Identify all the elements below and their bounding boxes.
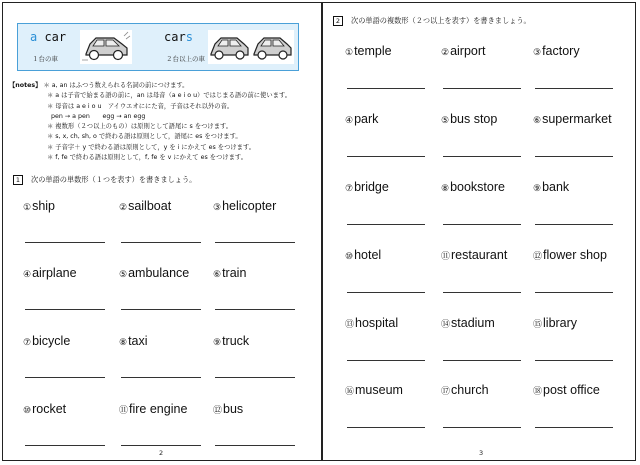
answer-line[interactable] (535, 88, 613, 89)
page-number-left: 2 (159, 449, 164, 457)
example-box (17, 23, 299, 71)
exercise-item (23, 264, 77, 282)
answer-line[interactable] (443, 360, 521, 361)
exercise-item (533, 314, 577, 332)
singular-caption: １台の車 (32, 55, 58, 63)
notes-line: ＊ 複数形（２つ以上のもの）は原則として語尾に s をつけます。 (47, 123, 233, 131)
answer-line[interactable] (25, 242, 105, 243)
item-word: bus stop (450, 112, 498, 126)
item-word: airplane (32, 266, 77, 280)
car-icon (80, 30, 132, 64)
answer-line[interactable] (215, 445, 295, 446)
item-word: hospital (355, 316, 399, 330)
answer-line[interactable] (347, 292, 425, 293)
book-spread (2, 2, 636, 461)
notes-example: pen → a pen egg → an egg (51, 112, 146, 120)
exercise-item (441, 42, 486, 60)
section-1-title (13, 175, 196, 185)
answer-line[interactable] (215, 377, 295, 378)
item-word: restaurant (451, 248, 508, 262)
exercise-item (213, 264, 246, 282)
item-number: ⑦ (23, 337, 32, 347)
notes-line: ＊ a は子音で始まる語の前に，an は母音（a e i o u）ではじまる語の前に使います。 (47, 92, 292, 100)
exercise-item (345, 42, 392, 60)
item-number: ⑥ (533, 115, 542, 125)
item-number: ① (345, 47, 354, 57)
item-number: ⑨ (533, 183, 542, 193)
notes-line: ＊ 子音字＋ y で終わる語は原則として，y を i にかえて es をつけます。 (47, 143, 256, 151)
exercise-item (533, 246, 607, 264)
answer-line[interactable] (535, 427, 613, 428)
exercise-item (533, 42, 580, 60)
item-word: factory (542, 44, 580, 58)
item-number: ⑤ (119, 269, 128, 279)
item-number: ③ (213, 202, 222, 212)
exercise-item (119, 332, 148, 350)
page-number-right: 3 (479, 449, 484, 457)
notes-line: ＊ 母音は a e i o u アイウエオににた音，子音はそれ以外の音。 (47, 102, 234, 110)
item-number: ② (441, 47, 450, 57)
item-number: ⑧ (441, 183, 450, 193)
item-word: library (543, 316, 578, 330)
exercise-item (345, 178, 389, 196)
answer-line[interactable] (121, 377, 201, 378)
item-word: museum (355, 383, 403, 397)
item-number: ④ (23, 269, 32, 279)
answer-line[interactable] (25, 309, 105, 310)
item-word: helicopter (222, 199, 277, 213)
answer-line[interactable] (347, 224, 425, 225)
exercise-item (441, 314, 495, 332)
singular-example (30, 30, 66, 44)
section-instruction: 次の単語の単数形（１つを表す）を書きましょう。 (31, 175, 197, 184)
answer-line[interactable] (25, 445, 105, 446)
item-word: sailboat (128, 199, 172, 213)
item-word: rocket (32, 402, 67, 416)
item-number: ⑮ (533, 319, 543, 329)
exercise-item (533, 110, 612, 128)
item-word: bus (223, 402, 244, 416)
exercise-item (441, 110, 497, 128)
notes-line: ＊ f, fe で終わる語は原則として，f, fe を v にかえて es をつけます。 (47, 154, 248, 162)
answer-line[interactable] (443, 156, 521, 157)
item-word: church (451, 383, 489, 397)
item-word: ambulance (128, 266, 190, 280)
item-number: ⑤ (441, 115, 450, 125)
exercise-item (441, 246, 507, 264)
right-page (323, 3, 635, 460)
item-word: truck (222, 334, 250, 348)
item-word: fire engine (129, 402, 188, 416)
answer-line[interactable] (25, 377, 105, 378)
exercise-item (119, 264, 189, 282)
singular-article: a (30, 30, 38, 44)
answer-line[interactable] (443, 292, 521, 293)
exercise-item (23, 332, 70, 350)
exercise-item (345, 246, 381, 264)
answer-line[interactable] (535, 360, 613, 361)
exercise-item (119, 400, 187, 418)
answer-line[interactable] (443, 224, 521, 225)
section-2-title (333, 16, 531, 26)
grammar-notes (9, 81, 309, 163)
item-number: ① (23, 202, 32, 212)
item-word: bridge (354, 180, 389, 194)
exercise-item (441, 381, 489, 399)
exercise-item (213, 197, 276, 215)
item-word: taxi (128, 334, 148, 348)
plural-stem: car (164, 30, 186, 44)
exercise-item (441, 178, 505, 196)
item-word: airport (450, 44, 486, 58)
exercise-item (213, 400, 243, 418)
exercise-item (533, 178, 569, 196)
answer-line[interactable] (443, 88, 521, 89)
answer-line[interactable] (535, 224, 613, 225)
item-number: ⑩ (23, 405, 32, 415)
item-number: ⑩ (345, 251, 354, 261)
item-word: flower shop (543, 248, 607, 262)
item-number: ③ (533, 47, 542, 57)
exercise-item (23, 400, 66, 418)
answer-line[interactable] (443, 427, 521, 428)
answer-line[interactable] (215, 242, 295, 243)
item-word: hotel (354, 248, 382, 262)
answer-line[interactable] (347, 427, 425, 428)
answer-line[interactable] (347, 360, 425, 361)
item-number: ⑫ (213, 405, 223, 415)
item-word: supermarket (542, 112, 612, 126)
section-number: 1 (13, 175, 23, 185)
exercise-item (119, 197, 171, 215)
exercise-item (23, 197, 55, 215)
item-number: ⑧ (119, 337, 128, 347)
notes-tag: 【notes】 (9, 82, 42, 89)
exercise-item (345, 314, 398, 332)
item-word: ship (32, 199, 56, 213)
exercise-item (213, 332, 249, 350)
item-number: ⑨ (213, 337, 222, 347)
item-number: ⑪ (119, 405, 129, 415)
item-number: ⑯ (345, 386, 355, 396)
exercise-item (345, 110, 378, 128)
item-number: ⑪ (441, 251, 451, 261)
section-number: 2 (333, 16, 343, 26)
item-number: ⑭ (441, 319, 451, 329)
item-word: stadium (451, 316, 495, 330)
plural-suffix: s (185, 30, 193, 44)
item-number: ② (119, 202, 128, 212)
item-word: bookstore (450, 180, 505, 194)
answer-line[interactable] (347, 88, 425, 89)
item-number: ⑦ (345, 183, 354, 193)
item-number: ⑱ (533, 386, 543, 396)
answer-line[interactable] (121, 445, 201, 446)
item-word: bank (542, 180, 570, 194)
item-number: ⑬ (345, 319, 355, 329)
answer-line[interactable] (347, 156, 425, 157)
item-word: park (354, 112, 379, 126)
notes-line: 【notes】 ＊ a, an はふつう数えられる名詞の前につけます。 (9, 82, 189, 89)
item-word: temple (354, 44, 392, 58)
item-word: bicycle (32, 334, 71, 348)
exercise-item (345, 381, 403, 399)
answer-line[interactable] (121, 242, 201, 243)
cars-icon (208, 30, 294, 64)
plural-example (164, 30, 193, 44)
item-number: ⑰ (441, 386, 451, 396)
item-number: ④ (345, 115, 354, 125)
answer-line[interactable] (121, 309, 201, 310)
plural-caption: ２台以上の車 (166, 55, 205, 63)
item-word: post office (543, 383, 600, 397)
item-number: ⑥ (213, 269, 222, 279)
exercise-item (533, 381, 600, 399)
section-instruction: 次の単語の複数形（２つ以上を表す）を書きましょう。 (351, 16, 531, 25)
left-page (3, 3, 321, 460)
notes-line: ＊ s, x, ch, sh, o で終わる語は原則として，語尾に es をつけます。 (47, 133, 242, 141)
answer-line[interactable] (215, 309, 295, 310)
item-word: train (222, 266, 247, 280)
answer-line[interactable] (535, 292, 613, 293)
answer-line[interactable] (535, 156, 613, 157)
item-number: ⑫ (533, 251, 543, 261)
singular-noun: car (37, 30, 67, 44)
